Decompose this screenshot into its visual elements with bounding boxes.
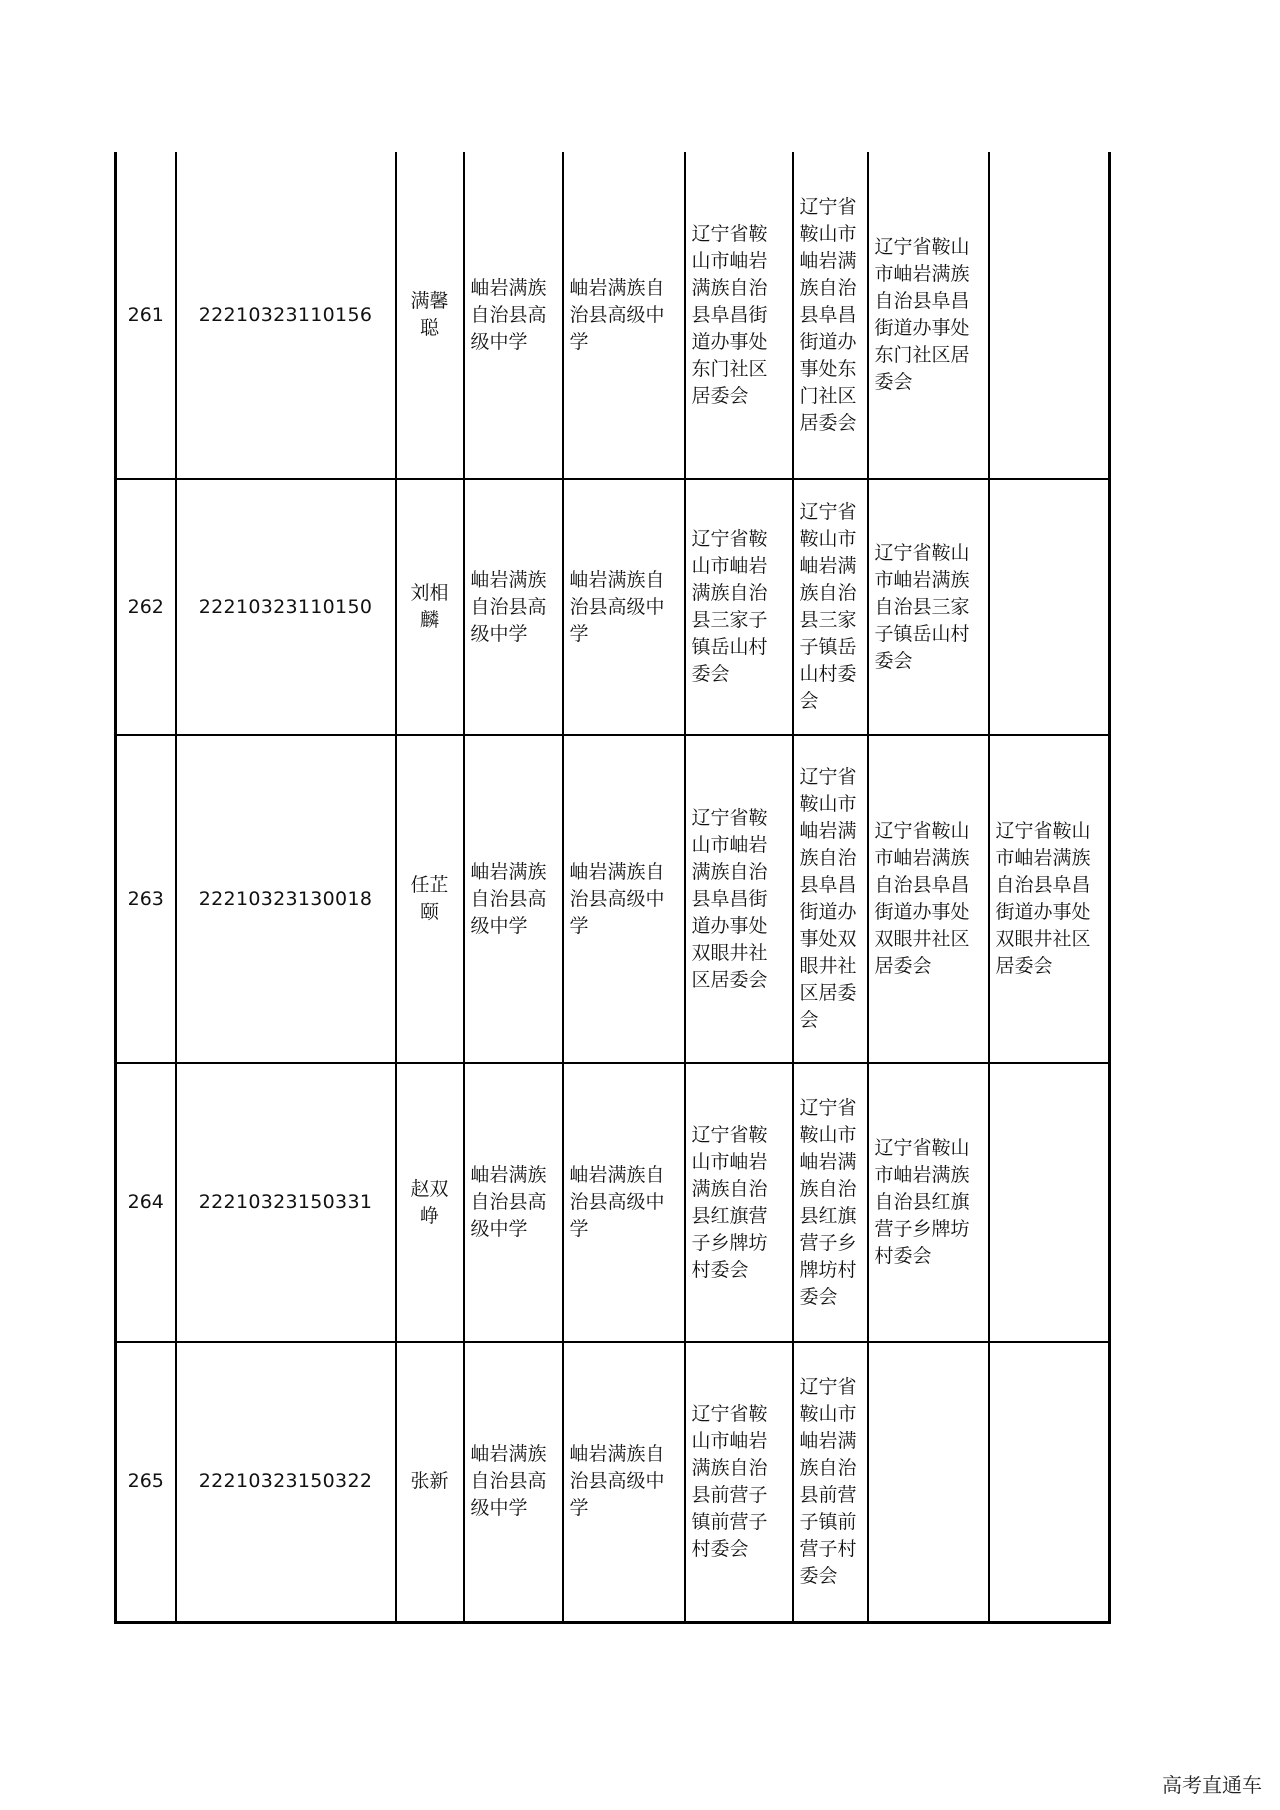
address-2: 辽宁省鞍山市岫岩满族自治县阜昌街道办事处东门社区居委会 [793,152,868,479]
address-2: 辽宁省鞍山市岫岩满族自治县前营子镇前营子村委会 [793,1342,868,1622]
table-row [116,152,1110,479]
school-name-2: 岫岩满族自治县高级中学 [563,479,685,735]
school-name-2: 岫岩满族自治县高级中学 [563,1342,685,1622]
candidate-name: 刘相麟 [396,479,464,735]
candidate-id: 22210323110156 [176,152,396,479]
address-1: 辽宁省鞍山市岫岩满族自治县红旗营子乡牌坊村委会 [685,1063,793,1342]
candidate-name: 张新 [396,1342,464,1622]
candidate-name: 满馨聪 [396,152,464,479]
school-name: 岫岩满族自治县高级中学 [464,1342,563,1622]
candidate-name: 赵双峥 [396,1063,464,1342]
row-number: 264 [116,1063,176,1342]
school-name-2: 岫岩满族自治县高级中学 [563,735,685,1063]
address-4 [989,1342,1110,1622]
candidate-id: 22210323150322 [176,1342,396,1622]
address-4 [989,1063,1110,1342]
address-3: 辽宁省鞍山市岫岩满族自治县三家子镇岳山村委会 [868,479,989,735]
roster-table [114,152,1111,1624]
table-row [116,479,1110,735]
address-1: 辽宁省鞍山市岫岩满族自治县阜昌街道办事处东门社区居委会 [685,152,793,479]
school-name-2: 岫岩满族自治县高级中学 [563,1063,685,1342]
address-3: 辽宁省鞍山市岫岩满族自治县阜昌街道办事处东门社区居委会 [868,152,989,479]
address-2: 辽宁省鞍山市岫岩满族自治县三家子镇岳山村委会 [793,479,868,735]
school-name: 岫岩满族自治县高级中学 [464,479,563,735]
address-2: 辽宁省鞍山市岫岩满族自治县红旗营子乡牌坊村委会 [793,1063,868,1342]
candidate-id: 22210323110150 [176,479,396,735]
address-1: 辽宁省鞍山市岫岩满族自治县前营子镇前营子村委会 [685,1342,793,1622]
school-name: 岫岩满族自治县高级中学 [464,152,563,479]
row-number: 265 [116,1342,176,1622]
table-row [116,735,1110,1063]
address-3: 辽宁省鞍山市岫岩满族自治县阜昌街道办事处双眼井社区居委会 [868,735,989,1063]
row-number: 262 [116,479,176,735]
watermark-text: 高考直通车 [1162,1773,1262,1797]
school-name: 岫岩满族自治县高级中学 [464,1063,563,1342]
address-2: 辽宁省鞍山市岫岩满族自治县阜昌街道办事处双眼井社区居委会 [793,735,868,1063]
school-name: 岫岩满族自治县高级中学 [464,735,563,1063]
row-number: 263 [116,735,176,1063]
address-4 [989,479,1110,735]
table-row [116,1063,1110,1342]
table-row [116,1342,1110,1622]
address-3: 辽宁省鞍山市岫岩满族自治县红旗营子乡牌坊村委会 [868,1063,989,1342]
school-name-2: 岫岩满族自治县高级中学 [563,152,685,479]
address-4: 辽宁省鞍山市岫岩满族自治县阜昌街道办事处双眼井社区居委会 [989,735,1110,1063]
candidate-id: 22210323150331 [176,1063,396,1342]
address-3 [868,1342,989,1622]
row-number: 261 [116,152,176,479]
address-1: 辽宁省鞍山市岫岩满族自治县三家子镇岳山村委会 [685,479,793,735]
address-4 [989,152,1110,479]
address-1: 辽宁省鞍山市岫岩满族自治县阜昌街道办事处双眼井社区居委会 [685,735,793,1063]
candidate-id: 22210323130018 [176,735,396,1063]
candidate-name: 任芷颐 [396,735,464,1063]
